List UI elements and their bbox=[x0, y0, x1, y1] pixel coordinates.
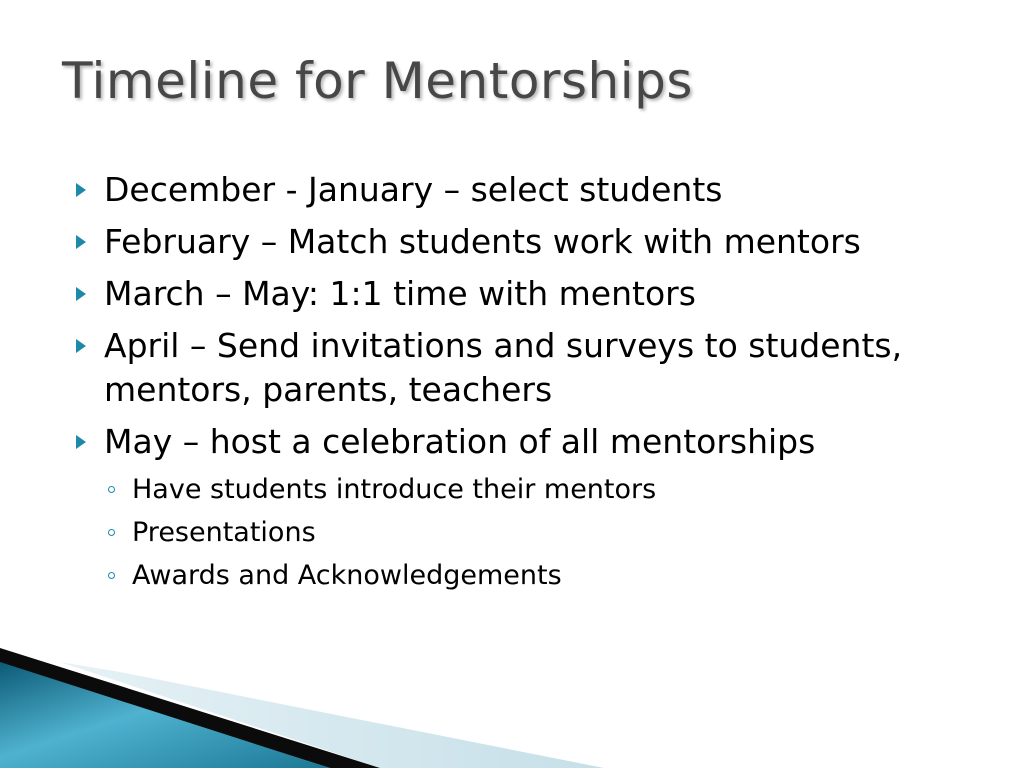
bullet-text: March – May: 1:1 time with mentors bbox=[104, 274, 696, 313]
triangle-arrow-icon bbox=[76, 287, 86, 301]
light-swoosh-band bbox=[60, 662, 604, 768]
hollow-circle-icon bbox=[108, 529, 115, 536]
bullet-item-april bbox=[76, 324, 996, 412]
sub-bullet-list bbox=[104, 468, 996, 597]
triangle-arrow-icon bbox=[76, 183, 86, 197]
bullet-text: December - January – select students bbox=[104, 170, 723, 209]
triangle-arrow-icon bbox=[76, 235, 86, 249]
bullet-item-december bbox=[76, 168, 996, 212]
triangle-arrow-icon bbox=[76, 435, 86, 449]
hollow-circle-icon bbox=[108, 486, 115, 493]
sub-bullet-item bbox=[104, 554, 996, 597]
sub-bullet-text: Have students introduce their mentors bbox=[132, 474, 657, 505]
bullet-text: April – Send invitations and surveys to students, mentors, parents, teachers bbox=[104, 326, 903, 409]
sub-bullet-item bbox=[104, 468, 996, 511]
bullet-text: February – Match students work with mentors bbox=[104, 222, 861, 261]
sub-bullet-item bbox=[104, 511, 996, 554]
bullet-item-march bbox=[76, 272, 996, 316]
sub-bullet-text: Presentations bbox=[132, 517, 316, 548]
sub-bullet-text: Awards and Acknowledgements bbox=[132, 560, 562, 591]
triangle-arrow-icon bbox=[76, 339, 86, 353]
bullet-list bbox=[76, 168, 996, 605]
bullet-item-february bbox=[76, 220, 996, 264]
black-swoosh-band bbox=[0, 648, 380, 768]
bullet-item-may bbox=[76, 420, 996, 597]
slide-title: Timeline for Mentorships bbox=[62, 52, 693, 110]
bullet-text: May – host a celebration of all mentorships bbox=[104, 422, 816, 461]
hollow-circle-icon bbox=[108, 572, 115, 579]
teal-swoosh-band bbox=[0, 662, 330, 768]
